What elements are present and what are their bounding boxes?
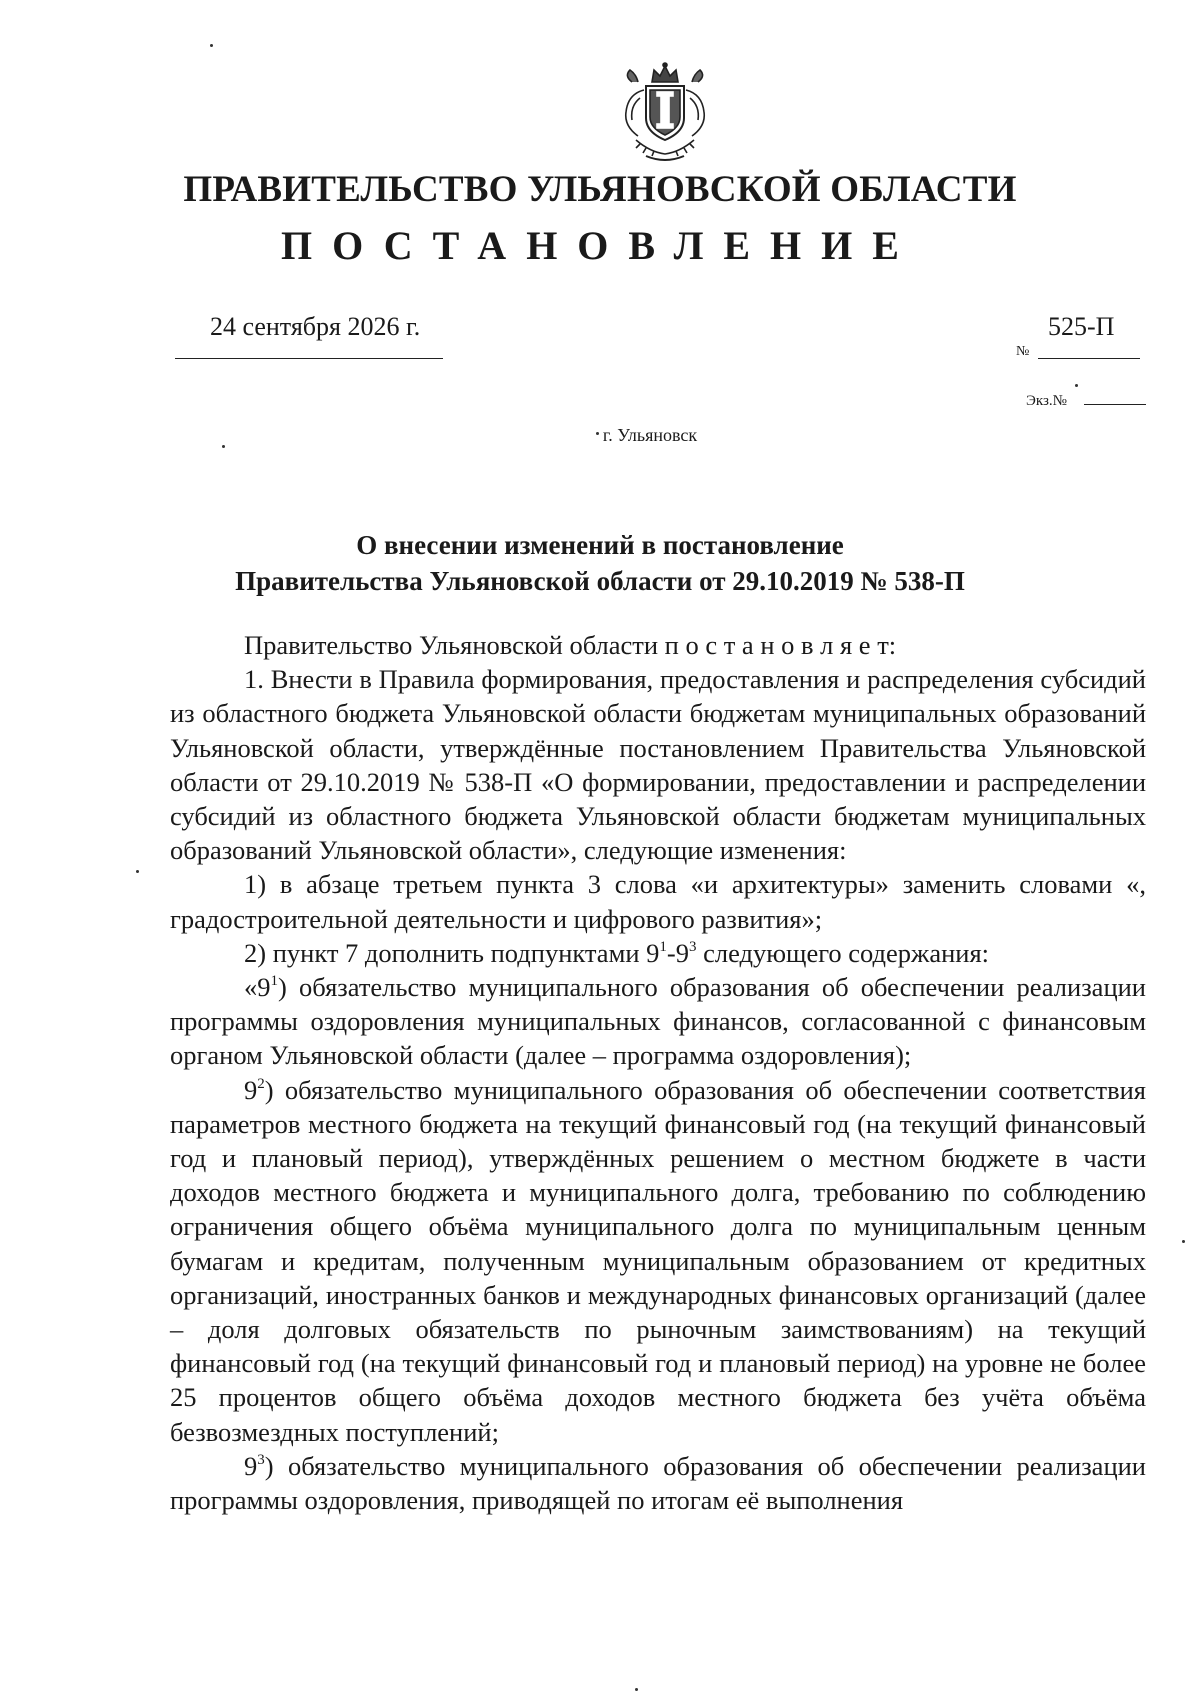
superscript: 1 [270, 973, 278, 990]
copy-number-underline [1084, 404, 1146, 405]
preamble-paragraph: Правительство Ульяновской области п о с т а н о в л я е т: [244, 630, 897, 660]
item-9-3-text: ) обязательство муниципального образования об обеспечении реализации программы оздоровления, приводящей по итогам её выполнения [170, 1450, 1146, 1516]
decree-number: 525-П [1048, 312, 1115, 341]
decree-heading-line-1: О внесении изменений в постановление [356, 530, 844, 560]
item-9-2-number: 9 [244, 1074, 258, 1105]
item-9-2-paragraph [170, 1073, 1146, 1449]
decree-date: 24 сентября 2026 г. [210, 312, 421, 341]
item-9-3-number: 9 [244, 1450, 258, 1481]
subclause-2-text-a: 2) пункт 7 дополнить подпунктами 9 [244, 937, 660, 968]
government-title: ПРАВИТЕЛЬСТВО УЛЬЯНОВСКОЙ ОБЛАСТИ [183, 169, 1017, 210]
city-label: г. Ульяновск [602, 425, 698, 445]
subclause-1-paragraph: 1) в абзаце третьем пункта 3 слова «и архитектуры» заменить словами «, градостроительной деятельности и цифрового развития»; [170, 869, 1146, 934]
decree-body [170, 628, 1146, 1517]
copy-number-label: Экз.№ [1026, 393, 1067, 409]
number-underline [1038, 358, 1140, 359]
document-type-title: ПОСТАНОВЛЕНИЕ [281, 223, 919, 268]
item-9-2-text: ) обязательство муниципального образования об обеспечении соответствия параметров местного бюджета на текущий финансовый год (на текущий финансовый год и плановый период), утверждённых решением о местном бюджете в части доходов местного бюджета и муниципального долга, требованию по соблюдению ограничения общего объёма муниципального долга по муниципальным ценным бумагам и кредитам, полученным муниципальным образованием от кредитных организаций, иностранных банков и международных финансовых организаций (далее – доля долговых обязательств по рыночным заимствованиям) на текущий финансовый год (на текущий финансовый год и плановый период) на уровне не более 25 процентов общего объёма доходов местного бюджета без учёта объёма безвозмездных поступлений; [170, 1074, 1146, 1447]
superscript: 3 [688, 938, 697, 955]
scan-speck [596, 432, 599, 435]
item-9-1-text: ) обязательство муниципального образования об обеспечении реализации программы оздоровления муниципальных финансов, согласованной с финансовым органом Ульяновской области (далее – программа оздоровления); [170, 972, 1146, 1071]
coat-of-arms-emblem [610, 60, 720, 165]
subclause-2-paragraph [170, 936, 1146, 970]
subclause-2-text-c: следующего содержания: [696, 937, 990, 968]
item-9-1-number: «9 [244, 972, 271, 1003]
scan-speck [210, 44, 213, 47]
decree-heading-line-2: Правительства Ульяновской области от 29.10.2019 № 538-П [235, 566, 965, 596]
date-underline [175, 358, 443, 359]
superscript: 3 [257, 1451, 265, 1468]
item-9-1-paragraph [170, 970, 1146, 1073]
scan-speck [136, 870, 139, 873]
scan-speck [222, 445, 225, 448]
clause-1-paragraph: 1. Внести в Правила формирования, предоставления и распределения субсидий из областного бюджета Ульяновской области бюджетам муниципальных образований Ульяновской области, утверждённые постановлением Правительства Ульяновской области от 29.10.2019 № 538-П «О формировании, предоставлении и распределении субсидий из областного бюджета Ульяновской области бюджетам муниципальных образований Ульяновской области», следующие изменения: [170, 664, 1146, 866]
scan-speck [1182, 1240, 1185, 1243]
number-sign: № [1016, 344, 1030, 359]
superscript: 1 [659, 938, 667, 955]
item-9-3-paragraph [170, 1449, 1146, 1517]
superscript: 2 [257, 1075, 265, 1092]
scan-speck [1075, 384, 1078, 387]
subclause-2-text-b: -9 [666, 937, 689, 968]
scan-speck [635, 1688, 638, 1691]
